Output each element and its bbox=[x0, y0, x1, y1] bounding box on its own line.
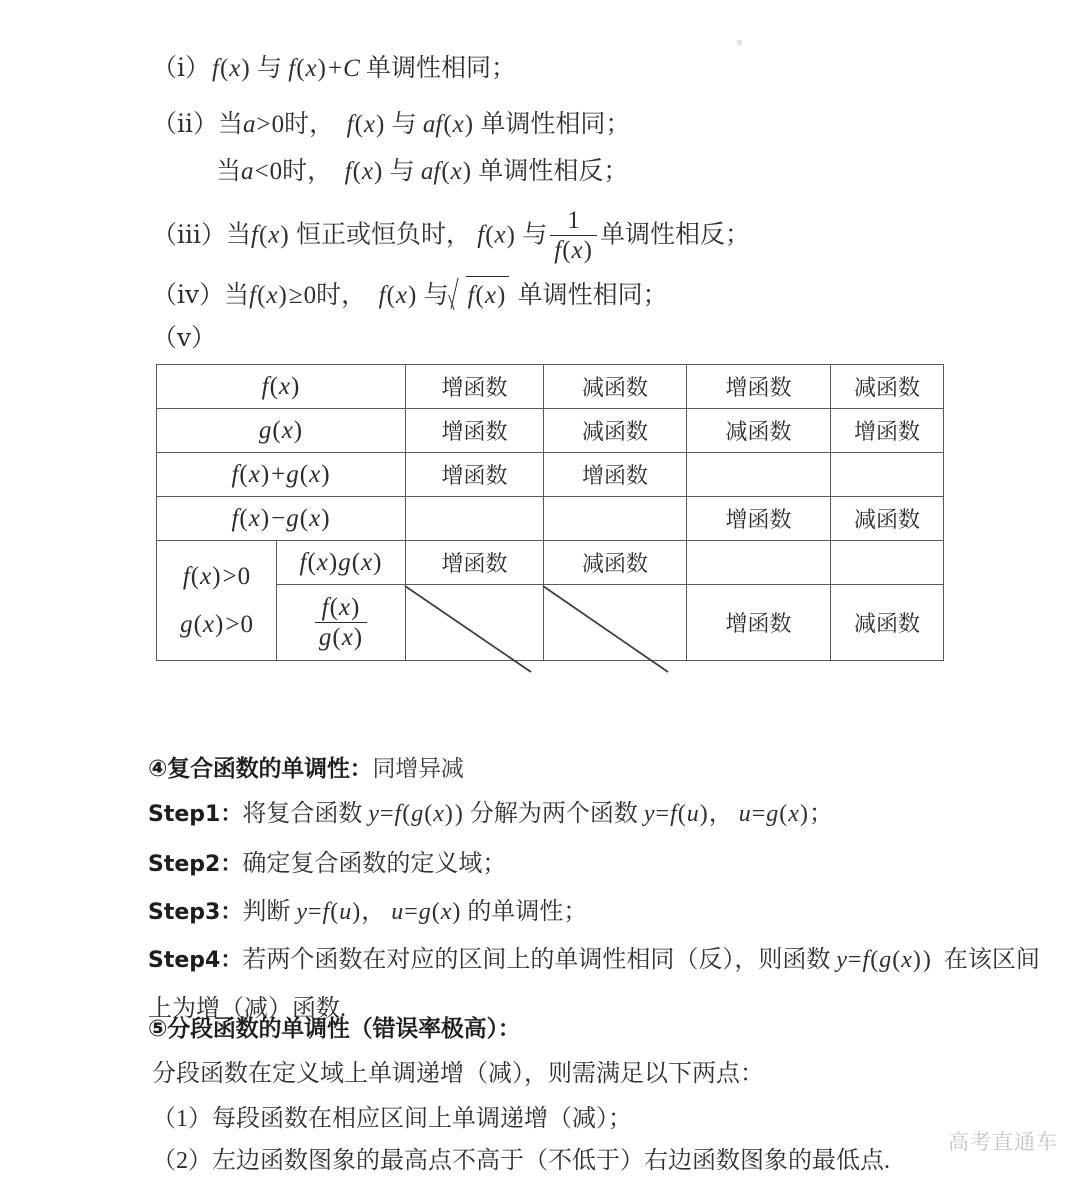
rule-item-iii: （ⅲ）当f(x) 恒正或恒负时， f(x) 与 $\frac{1}{f(x)}$ 单调性相反； bbox=[152, 207, 750, 264]
rule-item-v bbox=[152, 322, 218, 356]
table-cell bbox=[687, 453, 831, 497]
step-2 bbox=[148, 843, 506, 878]
step-1-end: ； bbox=[808, 801, 833, 827]
section4-heading-tail: 同增异减 bbox=[372, 756, 464, 781]
step-1: Step1：将复合函数 y=f(g(x)) 分解为两个函数 y=f(u)， u=g(x)； bbox=[148, 801, 833, 827]
table-cell bbox=[831, 541, 944, 585]
table-cell: 减函数 bbox=[544, 365, 687, 409]
table-row bbox=[157, 453, 944, 497]
table-row-header-gx: g(x) bbox=[157, 409, 406, 453]
table-cell-slashed bbox=[406, 585, 544, 661]
section5-heading: ⑤分段函数的单调性（错误率极高）： bbox=[148, 1016, 521, 1042]
table-group-condition: f(x)>0 g(x)>0 bbox=[157, 541, 277, 661]
table-cell: 减函数 bbox=[831, 585, 944, 661]
step-1-lead: 将复合函数 bbox=[242, 801, 363, 827]
rule-iv-shi: 时， bbox=[316, 282, 367, 309]
rule-i-with: 与 bbox=[256, 55, 282, 82]
step-3: Step3：判断 y=f(u)， u=g(x) 的单调性； bbox=[148, 899, 588, 925]
rule-label-iv: （ⅳ） bbox=[152, 282, 225, 309]
rule-ii-shi: 时， bbox=[284, 111, 335, 138]
table-row-header-quotient bbox=[277, 585, 406, 661]
section5-point-2: （2）左边函数图象的最高点不高于（不低于）右边函数图象的最低点. bbox=[152, 1148, 890, 1174]
rule-iii-tail: 单调性相反； bbox=[599, 221, 750, 249]
section5-intro: 分段函数在定义域上单调递增（减），则需满足以下两点： bbox=[152, 1061, 764, 1087]
table-row bbox=[157, 541, 944, 585]
step-2-text: 确定复合函数的定义域； bbox=[242, 851, 507, 877]
watermark: 高考直通车 bbox=[948, 1130, 1058, 1154]
rule-iv-with: 与 bbox=[423, 282, 449, 309]
section5-point-1: （1）每段函数在相应区间上单调递增（减）； bbox=[152, 1106, 632, 1132]
rule-item-ii: （ⅱ）当a>0时， f(x) 与 af(x) 单调性相同； bbox=[152, 108, 630, 142]
table-row bbox=[157, 409, 944, 453]
step-4-continuation: 上为增（减）函数. bbox=[148, 996, 346, 1022]
rule-ii2-with: 与 bbox=[389, 158, 415, 185]
rule-ii2-when: 当 bbox=[216, 158, 242, 185]
rule-item-i: （ⅰ）f(x) 与 f(x)+C 单调性相同； bbox=[152, 52, 516, 86]
table-row-header-product: f(x)g(x) bbox=[277, 541, 406, 585]
page-artifact-speck bbox=[737, 40, 742, 45]
rule-label-i: （ⅰ） bbox=[152, 55, 210, 82]
rule-ii-tail: 单调性相同； bbox=[480, 111, 631, 138]
rule-item-iv: （ⅳ）当f(x)≥0时， f(x) 与 f(x) 单调性相同； bbox=[152, 276, 668, 313]
rule-iii-when: 当 bbox=[226, 221, 252, 249]
rule-ii2-tail: 单调性相反； bbox=[478, 158, 629, 185]
section4-heading bbox=[148, 750, 464, 783]
step-3-key: Step3： bbox=[148, 900, 243, 925]
rule-ii-with: 与 bbox=[391, 111, 417, 138]
table-cell-slashed bbox=[544, 585, 687, 661]
table-cell: 增函数 bbox=[831, 409, 944, 453]
table-row-header-fx: f(x) bbox=[157, 365, 406, 409]
table-cell bbox=[544, 497, 687, 541]
table-cell: 增函数 bbox=[687, 497, 831, 541]
table-cell: 增函数 bbox=[687, 585, 831, 661]
rule-label-v: （ⅴ） bbox=[152, 325, 217, 352]
step-4-key: Step4： bbox=[148, 948, 243, 973]
table-cell: 增函数 bbox=[406, 409, 544, 453]
rule-item-ii-second: 当a<0时， f(x) 与 af(x) 单调性相反； bbox=[216, 158, 629, 185]
table-row bbox=[157, 365, 944, 409]
table-row-header-diff: f(x)−g(x) bbox=[157, 497, 406, 541]
step-4-end: 在该区间 bbox=[943, 947, 1040, 973]
rule-iii-mid: 恒正或恒负时， bbox=[295, 221, 471, 249]
table-cell bbox=[406, 497, 544, 541]
rule-ii2-shi: 时， bbox=[282, 158, 333, 185]
rule-iv-tail: 单调性相同； bbox=[517, 282, 668, 309]
table-cell: 增函数 bbox=[544, 453, 687, 497]
step-3-end: 的单调性； bbox=[467, 899, 588, 925]
rule-iii-with: 与 bbox=[522, 221, 548, 249]
table-cell: 减函数 bbox=[687, 409, 831, 453]
table-cell: 减函数 bbox=[831, 365, 944, 409]
monotonicity-table bbox=[156, 364, 944, 661]
table-cell: 增函数 bbox=[406, 365, 544, 409]
table-cell: 减函数 bbox=[831, 497, 944, 541]
step-3-comma: ， bbox=[361, 899, 386, 925]
step-4: Step4：若两个函数在对应的区间上的单调性相同（反），则函数 y=f(g(x)) 在该区间 bbox=[148, 947, 1040, 973]
step-1-key: Step1： bbox=[148, 802, 243, 827]
fraction-fx-over-gx: $\frac{f(x)}{g(x)}$ bbox=[315, 594, 367, 651]
table-cell bbox=[831, 453, 944, 497]
step-2-key: Step2： bbox=[148, 852, 243, 877]
rule-ii-when: 当 bbox=[218, 111, 244, 138]
step-3-lead: 判断 bbox=[242, 899, 291, 925]
table-cell: 减函数 bbox=[544, 541, 687, 585]
section4-heading-bold: ④复合函数的单调性： bbox=[148, 756, 373, 782]
table-cell: 增函数 bbox=[687, 365, 831, 409]
sqrt-fx: f(x) bbox=[451, 276, 510, 313]
rule-label-ii: （ⅱ） bbox=[152, 111, 218, 138]
table-cell: 减函数 bbox=[544, 409, 687, 453]
rule-i-tail: 单调性相同； bbox=[366, 55, 517, 82]
rule-label-iii: （ⅲ） bbox=[152, 221, 226, 249]
fraction-one-over-fx: $\frac{1}{f(x)}$ bbox=[550, 207, 597, 264]
step-4-lead: 若两个函数在对应的区间上的单调性相同（反），则函数 bbox=[242, 947, 831, 973]
table-cell bbox=[687, 541, 831, 585]
step-1-mid: 分解为两个函数 bbox=[469, 801, 638, 827]
table-cell: 增函数 bbox=[406, 541, 544, 585]
table-cell: 增函数 bbox=[406, 453, 544, 497]
table-row-header-sum: f(x)+g(x) bbox=[157, 453, 406, 497]
step-1-comma: ， bbox=[708, 801, 733, 827]
table-row bbox=[157, 497, 944, 541]
rule-iv-when: 当 bbox=[224, 282, 250, 309]
